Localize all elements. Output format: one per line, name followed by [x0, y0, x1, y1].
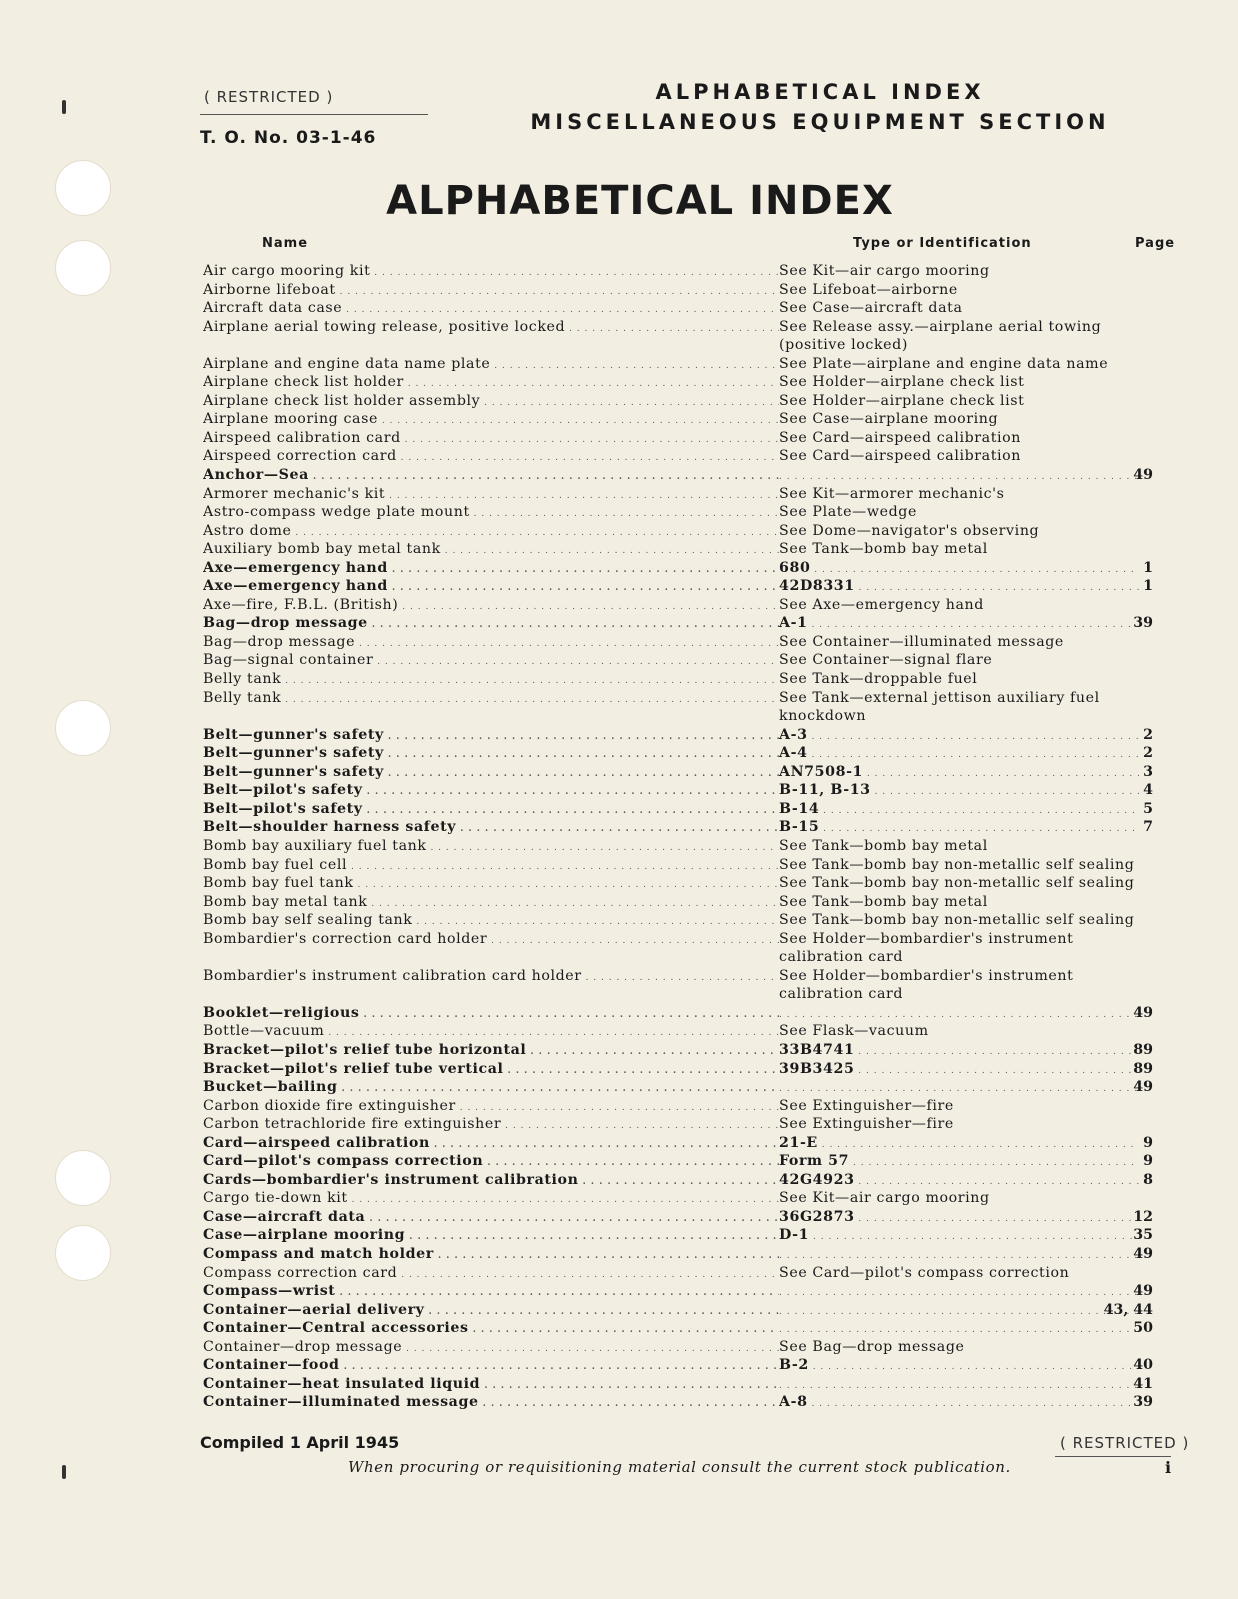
entry-name: Container—drop message . . .: [203, 1338, 779, 1359]
entry-page: 3: [1143, 763, 1153, 780]
index-entry: [203, 522, 1173, 541]
index-entry: [203, 1245, 1173, 1264]
entry-type: D-1 . . .: [779, 1226, 1139, 1247]
index-entry: [203, 911, 1173, 930]
footer-rule: [1055, 1456, 1171, 1457]
entry-type: See Kit—air cargo mooring: [779, 263, 990, 279]
entry-type: B-11, B-13 . . .: [779, 781, 1139, 802]
entry-name: Card—airspeed calibration . . .: [203, 1134, 779, 1155]
index-entry: [203, 447, 1173, 466]
restricted-label-bottom: ( RESTRICTED ): [1060, 1434, 1190, 1452]
index-entry: [203, 466, 1173, 485]
entry-type: 36G2873 . . .: [779, 1208, 1139, 1229]
binder-hole: [55, 1150, 111, 1206]
entry-type: See Tank—bomb bay non-metallic self sealing: [779, 875, 1135, 892]
entry-type: See Extinguisher—fire: [779, 1097, 954, 1114]
entry-page: 49: [1133, 1004, 1153, 1021]
entry-name: Compass correction card . . .: [203, 1264, 779, 1285]
entry-name: Bag—drop message . . .: [203, 633, 779, 654]
index-entry: [203, 614, 1173, 633]
entry-type: See Lifeboat—airborne: [779, 281, 958, 298]
entry-type: [779, 466, 1139, 487]
entry-type: See Case—aircraft data: [779, 300, 963, 317]
entry-name: Astro-compass wedge plate mount . . .: [203, 503, 779, 524]
entry-page: 40: [1133, 1357, 1153, 1374]
index-entry: [203, 1319, 1173, 1338]
entry-type: See Tank—droppable fuel: [779, 671, 978, 688]
index-entry: [203, 410, 1173, 429]
entry-name: Airplane aerial towing release, positive locked . . .: [203, 318, 779, 339]
entry-page: 4: [1143, 782, 1153, 799]
entry-name: Airspeed calibration card . . .: [203, 429, 779, 450]
entry-type: See Bag—drop message: [779, 1338, 965, 1355]
entry-type: B-15 . . .: [779, 818, 1139, 839]
entry-type: See Flask—vacuum: [779, 1023, 929, 1040]
index-entry: [203, 1171, 1173, 1190]
margin-mark: [62, 100, 66, 114]
entry-page: 2: [1143, 745, 1153, 762]
entry-name: Belt—gunner's safety . . .: [203, 726, 779, 747]
entry-type: [779, 1301, 1139, 1322]
index-entry: [203, 1022, 1173, 1041]
entry-name: Compass and match holder . . .: [203, 1245, 779, 1266]
entry-type: See Holder—airplane check list: [779, 392, 1025, 409]
entry-name: Carbon tetrachloride fire extinguisher . . .: [203, 1115, 779, 1136]
index-entry: [203, 837, 1173, 856]
index-entry: [203, 1041, 1173, 1060]
entry-type: See Release assy.—airplane aerial towing (positive locked): [779, 318, 1102, 354]
entry-type: See Container—illuminated message: [779, 633, 1064, 650]
entry-type: AN7508-1 . . .: [779, 763, 1139, 784]
entry-name: Bottle—vacuum . . .: [203, 1022, 779, 1043]
entry-name: Card—pilot's compass correction . . .: [203, 1152, 779, 1173]
entry-name: Belt—shoulder harness safety . . .: [203, 818, 779, 839]
entry-type: See Plate—airplane and engine data name: [779, 355, 1109, 372]
entry-type: See Case—airplane mooring: [779, 411, 999, 428]
index-entry: [203, 299, 1173, 318]
entry-type: See Container—signal flare: [779, 652, 993, 669]
index-entry: [203, 967, 1173, 1004]
entry-type: 42D8331 . . .: [779, 577, 1139, 598]
index-entry: [203, 373, 1173, 392]
entry-name: Auxiliary bomb bay metal tank . . .: [203, 540, 779, 561]
entry-type: See Card—airspeed calibration: [779, 448, 1022, 465]
entry-page: 49: [1133, 1245, 1153, 1262]
index-entry: [203, 262, 1173, 281]
entry-name: Case—airplane mooring . . .: [203, 1226, 779, 1247]
entry-name: Cards—bombardier's instrument calibration . . .: [203, 1171, 779, 1192]
entry-type: See Dome—navigator's observing: [779, 522, 1040, 539]
entry-type: A-8 . . .: [779, 1393, 1139, 1414]
entry-name: Bomb bay fuel cell . . .: [203, 856, 779, 877]
entry-name: Bomb bay fuel tank . . .: [203, 874, 779, 895]
entry-name: Container—food . . .: [203, 1356, 779, 1377]
entry-type: See Holder—airplane check list: [779, 374, 1025, 391]
column-header-name: Name: [262, 236, 309, 251]
index-entry: [203, 1393, 1173, 1412]
index-entry: [203, 1301, 1173, 1320]
entry-type: See Kit—armorer mechanic's: [779, 485, 1005, 502]
entry-name: Bomb bay metal tank . . .: [203, 893, 779, 914]
entry-name: Carbon dioxide fire extinguisher . . .: [203, 1097, 779, 1118]
entry-type: See Tank—bomb bay non-metallic self sealing: [779, 856, 1135, 873]
entry-name: Axe—emergency hand . . .: [203, 559, 779, 580]
index-entry: [203, 1097, 1173, 1116]
entry-type: [779, 1375, 1139, 1396]
entry-type: See Card—airspeed calibration: [779, 429, 1022, 446]
entry-page: 1: [1143, 559, 1153, 576]
entry-name: Container—Central accessories . . .: [203, 1319, 779, 1340]
entry-name: Bomb bay auxiliary fuel tank . . .: [203, 837, 779, 858]
index-list: [203, 262, 1173, 1412]
index-entry: [203, 670, 1173, 689]
entry-type: See Holder—bombardier's instrument calibration card: [779, 967, 1074, 1003]
entry-page: 49: [1133, 467, 1153, 484]
entry-type: A-3 . . .: [779, 726, 1139, 747]
index-entry: [203, 781, 1173, 800]
index-entry: [203, 689, 1173, 726]
entry-type: See Kit—air cargo mooring: [779, 1190, 990, 1207]
entry-type: See Axe—emergency hand: [779, 596, 984, 613]
entry-type: B-2 . . .: [779, 1356, 1139, 1377]
entry-name: Belly tank . . .: [203, 689, 779, 710]
index-entry: [203, 893, 1173, 912]
entry-name: Container—illuminated message . . .: [203, 1393, 779, 1414]
entry-type: See Tank—bomb bay non-metallic self sealing: [779, 912, 1135, 929]
entry-type: [779, 1282, 1139, 1303]
entry-page: 41: [1133, 1375, 1153, 1392]
entry-name: Aircraft data case . . .: [203, 299, 779, 320]
index-entry: [203, 1282, 1173, 1301]
entry-page: 50: [1133, 1320, 1153, 1337]
entry-name: Bag—drop message . . .: [203, 614, 779, 635]
entry-type: 680 . . .: [779, 559, 1139, 580]
index-entry: [203, 1264, 1173, 1283]
index-entry: [203, 651, 1173, 670]
entry-name: Compass—wrist . . .: [203, 1282, 779, 1303]
entry-type: 21-E . . .: [779, 1134, 1139, 1155]
index-entry: [203, 1189, 1173, 1208]
entry-type: See Tank—external jettison auxiliary fuel knockdown: [779, 689, 1100, 725]
entry-type: 42G4923 . . .: [779, 1171, 1139, 1192]
index-entry: [203, 355, 1173, 374]
index-entry: [203, 1375, 1173, 1394]
restricted-label-top: ( RESTRICTED ): [204, 88, 334, 106]
index-entry: [203, 763, 1173, 782]
entry-name: Case—aircraft data . . .: [203, 1208, 779, 1229]
index-entry: [203, 1152, 1173, 1171]
header-rule: [200, 114, 428, 115]
entry-name: Airborne lifeboat . . .: [203, 281, 779, 302]
entry-name: Bombardier's instrument calibration card holder . . .: [203, 967, 779, 988]
index-entry: [203, 800, 1173, 819]
section-title-line1: ALPHABETICAL INDEX: [655, 80, 985, 104]
index-entry: [203, 1226, 1173, 1245]
index-entry: [203, 744, 1173, 763]
index-entry: [203, 1115, 1173, 1134]
entry-page: 12: [1133, 1208, 1153, 1225]
index-entry: [203, 1078, 1173, 1097]
binder-hole: [55, 700, 111, 756]
entry-page: 39: [1133, 615, 1153, 632]
margin-mark: [62, 1465, 66, 1479]
entry-page: 49: [1133, 1079, 1153, 1096]
index-entry: [203, 596, 1173, 615]
entry-type: [779, 1078, 1139, 1099]
entry-name: Belt—gunner's safety . . .: [203, 763, 779, 784]
binder-hole: [55, 160, 111, 216]
entry-name: Bucket—bailing . . .: [203, 1078, 779, 1099]
compiled-date: Compiled 1 April 1945: [200, 1433, 400, 1452]
entry-page: 1: [1143, 578, 1153, 595]
index-entry: [203, 1338, 1173, 1357]
entry-name: Belt—pilot's safety . . .: [203, 781, 779, 802]
entry-name: Airplane and engine data name plate . . .: [203, 355, 779, 376]
entry-type: [779, 1245, 1139, 1266]
index-entry: [203, 281, 1173, 300]
entry-type: See Plate—wedge: [779, 504, 917, 521]
entry-name: Belly tank . . .: [203, 670, 779, 691]
entry-name: Bomb bay self sealing tank . . .: [203, 911, 779, 932]
index-entry: [203, 503, 1173, 522]
entry-name: Armorer mechanic's kit . . .: [203, 485, 779, 506]
entry-name: Astro dome . . .: [203, 522, 779, 543]
entry-name: Belt—pilot's safety . . .: [203, 800, 779, 821]
index-entry: [203, 577, 1173, 596]
index-entry: [203, 559, 1173, 578]
column-header-page: Page: [1135, 236, 1176, 251]
entry-type: [779, 1319, 1139, 1340]
binder-hole: [55, 1225, 111, 1281]
entry-name: Airplane check list holder assembly . . .: [203, 392, 779, 413]
entry-name: Booklet—religious . . .: [203, 1004, 779, 1025]
index-entry: [203, 818, 1173, 837]
binder-hole: [55, 240, 111, 296]
entry-type: See Extinguisher—fire: [779, 1116, 954, 1133]
entry-page: 49: [1133, 1283, 1153, 1300]
entry-page: 2: [1143, 726, 1153, 743]
entry-type: See Tank—bomb bay metal: [779, 837, 988, 854]
page-title: ALPHABETICAL INDEX: [386, 178, 894, 224]
entry-name: Airspeed correction card . . .: [203, 447, 779, 468]
entry-type: See Tank—bomb bay metal: [779, 541, 988, 558]
index-entry: [203, 485, 1173, 504]
index-entry: [203, 1208, 1173, 1227]
entry-page: 89: [1133, 1060, 1153, 1077]
entry-type: See Holder—bombardier's instrument calibration card: [779, 930, 1074, 966]
entry-type: See Tank—bomb bay metal: [779, 893, 988, 910]
entry-type: [779, 1004, 1139, 1025]
entry-page: 39: [1133, 1394, 1153, 1411]
entry-name: Axe—emergency hand . . .: [203, 577, 779, 598]
page-number: i: [1165, 1458, 1172, 1477]
entry-name: Axe—fire, F.B.L. (British) . . .: [203, 596, 779, 617]
entry-name: Anchor—Sea . . .: [203, 466, 779, 487]
entry-type: 39B3425 . . .: [779, 1060, 1139, 1081]
entry-page: 8: [1143, 1171, 1153, 1188]
entry-name: Container—heat insulated liquid . . .: [203, 1375, 779, 1396]
entry-name: Bombardier's correction card holder . . .: [203, 930, 779, 951]
index-entry: [203, 1134, 1173, 1153]
entry-page: 5: [1143, 800, 1153, 817]
to-number: T. O. No. 03-1-46: [200, 128, 377, 148]
entry-type: 33B4741 . . .: [779, 1041, 1139, 1062]
index-entry: [203, 392, 1173, 411]
entry-page: 9: [1143, 1134, 1153, 1151]
entry-page: 43, 44: [1103, 1301, 1153, 1318]
index-entry: [203, 1356, 1173, 1375]
section-title-line2: MISCELLANEOUS EQUIPMENT SECTION: [530, 110, 1110, 134]
entry-name: Cargo tie-down kit . . .: [203, 1189, 779, 1210]
entry-name: Container—aerial delivery . . .: [203, 1301, 779, 1322]
entry-type: A-1 . . .: [779, 614, 1139, 635]
index-entry: [203, 1060, 1173, 1079]
index-entry: [203, 930, 1173, 967]
entry-type: See Card—pilot's compass correction: [779, 1264, 1070, 1281]
index-entry: [203, 318, 1173, 355]
entry-name: Bag—signal container . . .: [203, 651, 779, 672]
column-header-type: Type or Identification: [853, 236, 1032, 251]
entry-name: Airplane mooring case . . .: [203, 410, 779, 431]
index-entry: [203, 633, 1173, 652]
entry-type: Form 57 . . .: [779, 1152, 1139, 1173]
entry-name: Air cargo mooring kit . . .: [203, 262, 779, 283]
entry-page: 9: [1143, 1153, 1153, 1170]
index-entry: [203, 429, 1173, 448]
entry-page: 89: [1133, 1041, 1153, 1058]
entry-type: A-4 . . .: [779, 744, 1139, 765]
entry-name: Airplane check list holder . . .: [203, 373, 779, 394]
index-entry: [203, 856, 1173, 875]
entry-type: B-14 . . .: [779, 800, 1139, 821]
index-entry: [203, 540, 1173, 559]
entry-page: 7: [1143, 819, 1153, 836]
entry-name: Bracket—pilot's relief tube horizontal . . .: [203, 1041, 779, 1062]
entry-page: 35: [1133, 1227, 1153, 1244]
index-entry: [203, 1004, 1173, 1023]
footnote: When procuring or requisitioning material consult the current stock publication.: [348, 1458, 1011, 1476]
index-entry: [203, 874, 1173, 893]
index-entry: [203, 726, 1173, 745]
entry-name: Belt—gunner's safety . . .: [203, 744, 779, 765]
entry-name: Bracket—pilot's relief tube vertical . . .: [203, 1060, 779, 1081]
